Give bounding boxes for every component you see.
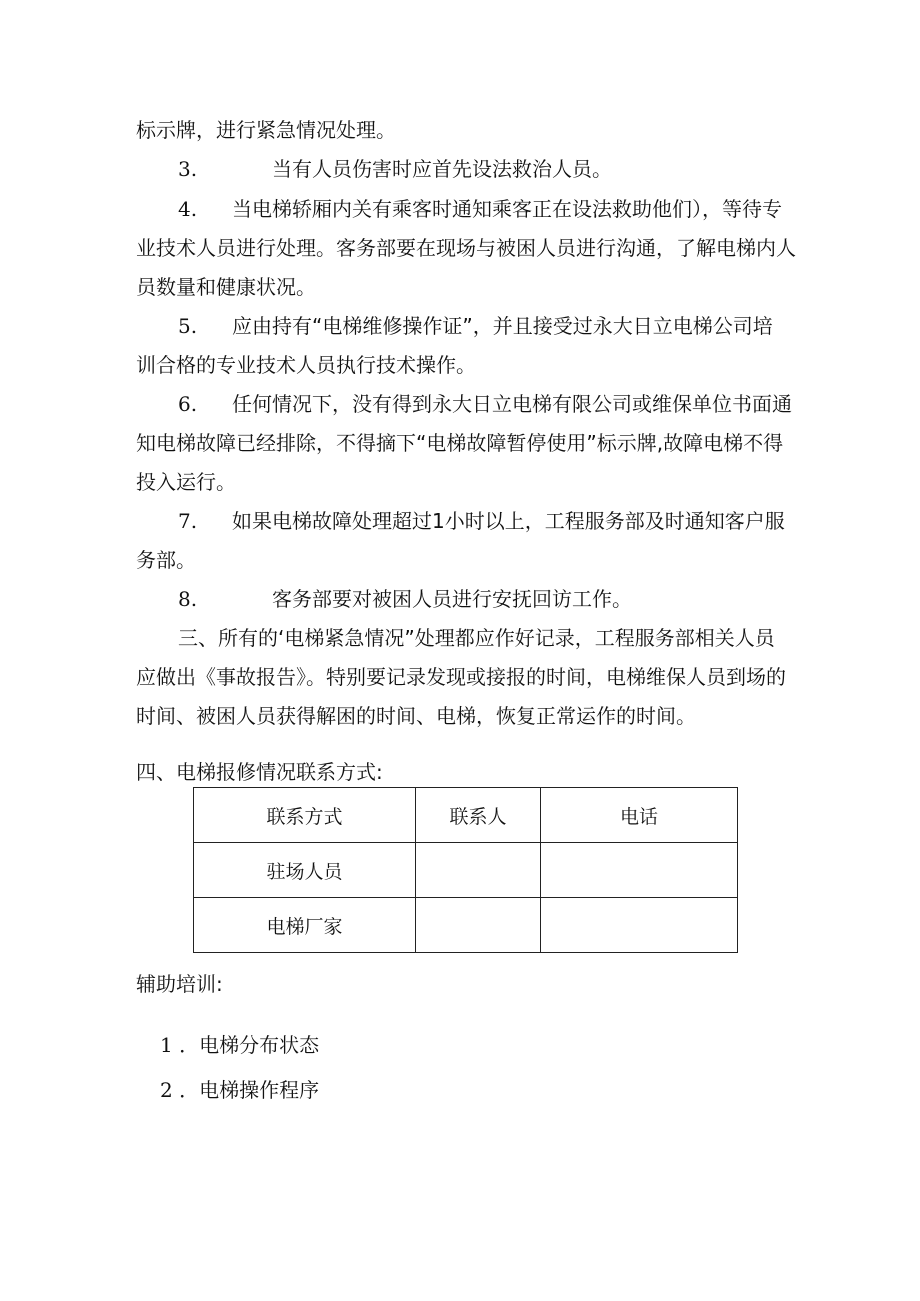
paragraph-line: 客务部要对被困人员进行安抚回访工作。 bbox=[272, 587, 632, 611]
item-text: ．电梯操作程序 bbox=[179, 1078, 320, 1102]
item-number: 3. bbox=[178, 157, 198, 181]
contact-table bbox=[193, 787, 738, 953]
item-number: 1 bbox=[160, 1033, 173, 1057]
item-number: 5. bbox=[178, 314, 198, 338]
item-number: 7. bbox=[178, 509, 198, 533]
item-text: ．电梯分布状态 bbox=[179, 1033, 320, 1057]
table-header-cell: 电话 bbox=[541, 788, 738, 843]
section-4-title: 四、电梯报修情况联系方式: bbox=[136, 760, 383, 784]
training-item-1 bbox=[160, 1033, 319, 1057]
table-cell bbox=[416, 898, 541, 953]
table-header-cell: 联系人 bbox=[416, 788, 541, 843]
list-item-6 bbox=[178, 392, 197, 416]
table-header-row bbox=[194, 788, 738, 843]
item-number: 4. bbox=[178, 197, 198, 221]
item-number: 6. bbox=[178, 392, 198, 416]
table-cell bbox=[541, 843, 738, 898]
section-3-line: 三、所有的‘电梯紧急情况”处理都应作好记录，工程服务部相关人员 bbox=[178, 626, 775, 650]
table-row bbox=[194, 843, 738, 898]
table-header-cell: 联系方式 bbox=[194, 788, 416, 843]
paragraph-line: 应做出《事故报告》。特别要记录发现或接报的时间，电梯维保人员到场的 bbox=[136, 665, 786, 689]
paragraph-line: 业技术人员进行处理。客务部要在现场与被困人员进行沟通，了解电梯内人 bbox=[136, 236, 796, 260]
paragraph-line: 知电梯故障已经排除，不得摘下“电梯故障暂停使用”标示牌,故障电梯不得 bbox=[136, 431, 784, 455]
paragraph-line: 员数量和健康状况。 bbox=[136, 275, 316, 299]
table-cell: 驻场人员 bbox=[194, 843, 416, 898]
table-cell: 电梯厂家 bbox=[194, 898, 416, 953]
table-row bbox=[194, 898, 738, 953]
paragraph-line: 任何情况下，没有得到永大日立电梯有限公司或维保单位书面通 bbox=[232, 392, 792, 416]
paragraph-line: 投入运行。 bbox=[136, 470, 236, 494]
paragraph-line: 应由持有“电梯维修操作证”，并且接受过永大日立电梯公司培 bbox=[232, 314, 773, 338]
item-number: 2 bbox=[160, 1078, 173, 1102]
list-item-8 bbox=[178, 587, 197, 611]
training-item-2 bbox=[160, 1078, 319, 1102]
paragraph-line: 标示牌，进行紧急情况处理。 bbox=[136, 118, 396, 142]
paragraph-line: 当有人员伤害时应首先设法救治人员。 bbox=[272, 157, 612, 181]
training-title: 辅助培训: bbox=[136, 972, 223, 996]
paragraph-line: 务部。 bbox=[136, 548, 196, 572]
paragraph-line: 如果电梯故障处理超过1小时以上，工程服务部及时通知客户服 bbox=[232, 509, 785, 533]
paragraph-line: 时间、被困人员获得解困的时间、电梯，恢复正常运作的时间。 bbox=[136, 704, 696, 728]
list-item-3 bbox=[178, 157, 197, 181]
list-item-7 bbox=[178, 509, 197, 533]
list-item-5 bbox=[178, 314, 197, 338]
item-number: 8. bbox=[178, 587, 198, 611]
table-cell bbox=[541, 898, 738, 953]
table-cell bbox=[416, 843, 541, 898]
list-item-4 bbox=[178, 197, 197, 221]
paragraph-line: 训合格的专业技术人员执行技术操作。 bbox=[136, 353, 476, 377]
paragraph-line: 当电梯轿厢内关有乘客时通知乘客正在设法救助他们），等待专 bbox=[232, 197, 782, 221]
